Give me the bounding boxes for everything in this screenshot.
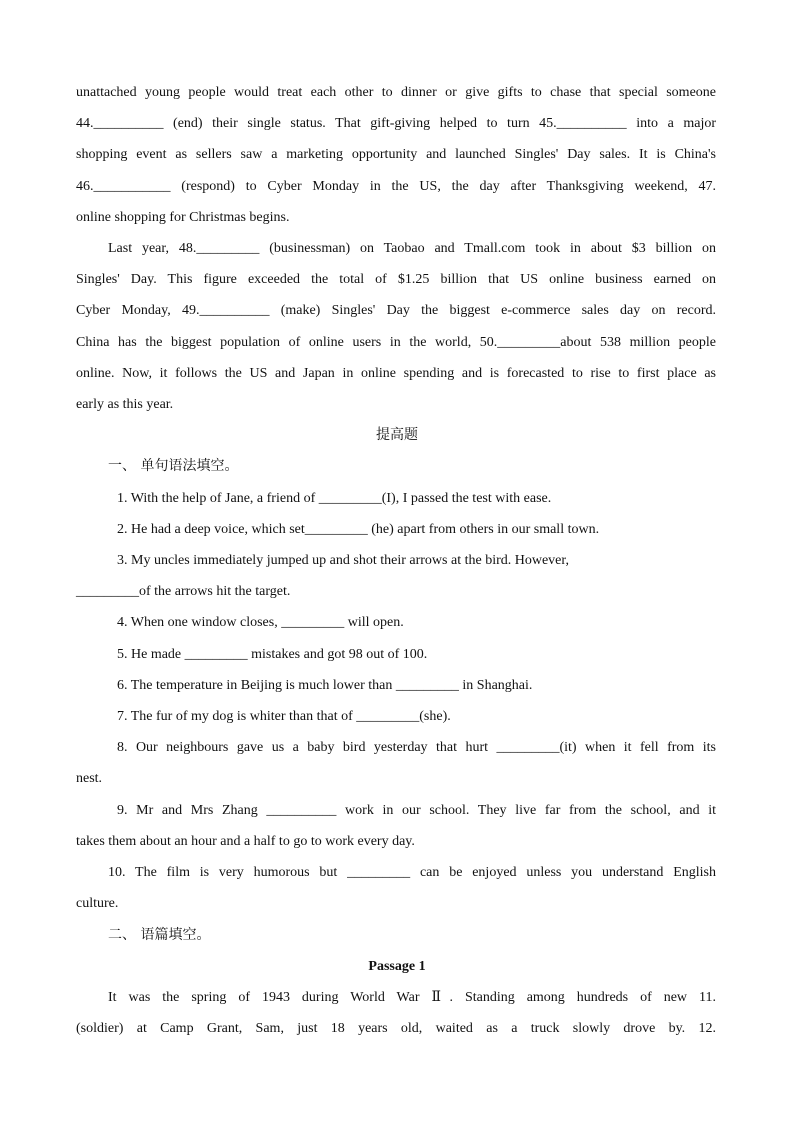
question-line: 6. The temperature in Beijing is much lower than _________ in Shanghai. [117, 678, 533, 693]
passage-line: early as this year. [76, 397, 174, 412]
passage-line: Singles' Day. This figure exceeded the total of $1.25 billion that US online business earned on [76, 272, 716, 287]
question-line: takes them about an hour and a half to go to work every day. [76, 834, 415, 849]
passage-line: China has the biggest population of online users in the world, 50._________about 538 million people [76, 335, 716, 350]
passage-line: (soldier) at Camp Grant, Sam, just 18 years old, waited as a truck slowly drove by. 12. [76, 1021, 716, 1036]
passage-line: It was the spring of 1943 during World War Ⅱ. Standing among hundreds of new 11. [108, 990, 716, 1005]
question-line: culture. [76, 896, 119, 911]
passage-line: Cyber Monday, 49.__________ (make) Singles' Day the biggest e-commerce sales day on record. [76, 303, 716, 318]
question-line: 9. Mr and Mrs Zhang __________ work in our school. They live far from the school, and it [117, 803, 716, 818]
section-heading: 一、 单句语法填空。 [108, 458, 239, 474]
question-line: _________of the arrows hit the target. [76, 584, 291, 599]
passage-line: online shopping for Christmas begins. [76, 210, 290, 225]
question-line: 4. When one window closes, _________ will open. [117, 615, 404, 630]
section-title: 提高题 [376, 427, 418, 443]
section-heading: 二、 语篇填空。 [108, 927, 211, 943]
passage-title: Passage 1 [368, 959, 426, 974]
question-line: 3. My uncles immediately jumped up and shot their arrows at the bird. However, [117, 553, 569, 568]
passage-line: Last year, 48._________ (businessman) on Taobao and Tmall.com took in about $3 billion on [108, 241, 716, 256]
question-line: 7. The fur of my dog is whiter than that of _________(she). [117, 709, 451, 724]
question-line: 5. He made _________ mistakes and got 98 out of 100. [117, 647, 428, 662]
question-line: 8. Our neighbours gave us a baby bird yesterday that hurt _________(it) when it fell from its [117, 740, 716, 755]
question-line: 1. With the help of Jane, a friend of _________(I), I passed the test with ease. [117, 491, 552, 506]
passage-line: shopping event as sellers saw a marketing opportunity and launched Singles' Day sales. It is China's [76, 147, 716, 162]
passage-line: 44.__________ (end) their single status. That gift-giving helped to turn 45.__________ into a major [76, 116, 716, 131]
passage-line: unattached young people would treat each other to dinner or give gifts to chase that special someone [76, 85, 716, 100]
passage-line: 46.___________ (respond) to Cyber Monday in the US, the day after Thanksgiving weekend, 47. [76, 179, 716, 194]
question-line: 2. He had a deep voice, which set_________ (he) apart from others in our small town. [117, 522, 600, 537]
question-line: 10. The film is very humorous but _________ can be enjoyed unless you understand English [108, 865, 716, 880]
question-line: nest. [76, 771, 103, 786]
passage-line: online. Now, it follows the US and Japan in online spending and is forecasted to rise to first place as [76, 366, 716, 381]
